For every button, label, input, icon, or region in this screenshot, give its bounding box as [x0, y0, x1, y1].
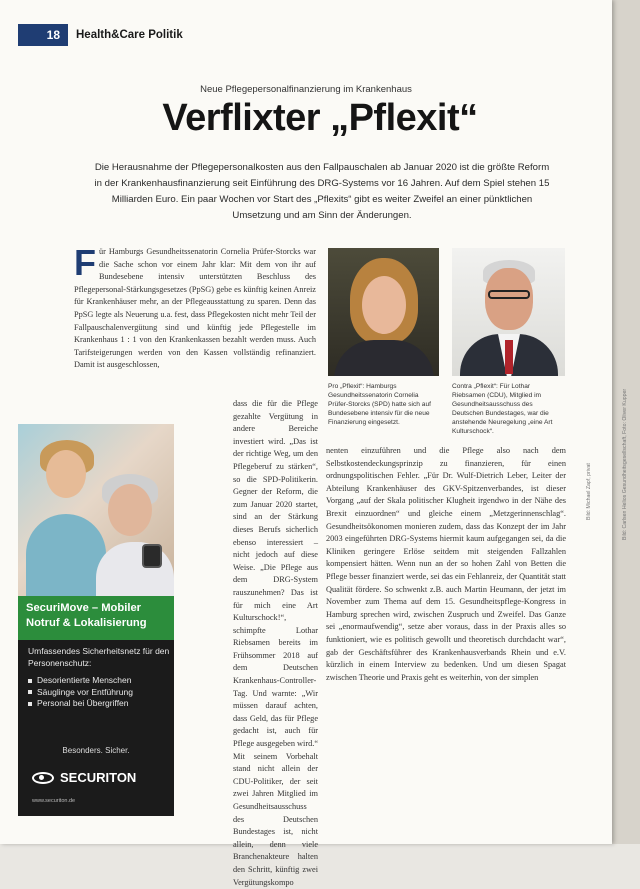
photo-credit-edge: Bild: Carlsen Helios Gesundheitsgesellschaft, Foto: Oliver Kupper	[622, 388, 628, 540]
page-header	[18, 24, 183, 46]
article-title: Verflixter „Pflexit“	[162, 97, 478, 139]
page-number: 18	[18, 24, 68, 46]
ad-body	[28, 646, 170, 710]
photo-credit: Bild: Michael Zapf, privat	[586, 463, 592, 520]
advertisement-securiton[interactable]	[18, 424, 174, 816]
body-column-1-top	[74, 242, 316, 372]
article-lead: Die Herausnahme der Pflegepersonalkosten aus den Fallpauschalen ab Januar 2020 ist die größte Reform in der Krankenhausfinanzierung seit Einführung des DRG-Systems vor 16 Jahren. Auf dem Spiel stehen 15 Milliarden Euro. Ein paar Wochen vor Start des „Pflexits“ gibt es weiter Zweifel an einer pünktlichen Umsetzung und am Sinn der Änderungen.	[94, 162, 550, 221]
article-kicker: Neue Pflegepersonalfinanzierung im Krankenhaus	[200, 84, 412, 95]
ad-bullet: Säuglinge vor Entführung	[28, 687, 170, 699]
ad-tagline: Besonders. Sicher.	[62, 746, 130, 755]
body-text-intro: ür Hamburgs Gesundheitssenatorin Cornelia Prüfer-Storcks war die Sache schon vor einem Jahr klar: Mit dem von ihr auf Bundesebene intensiv unterstützten Beschluss des Pflegepersonal-Stärkungsgesetzes (PpSG) gebe es künftig keinen Anreiz für Krankenhäuser mehr, an der Pflegeausstattung zu sparen. Denn das PpSG legte als Neuerung u.a. fest, dass Pflegekosten nicht mehr Teil der Fallpauschalenvergütung sind und künftig jede Pflegestelle im Krankenhaus 1 : 1 von den Krankenkassen bezahlt werden muss. Auch Tarifsteigerungen werden von den Kassen vollständig refinanziert. Damit ist ausgeschlossen,	[74, 247, 316, 370]
section-title: Health&Care Politik	[76, 29, 183, 41]
body-column-2: nenten einzuführen und die Pflege also nach dem Selbstkostendeckungsprinzip zu finanzieren, für einen ordnungspolitischen Fehler. „Für Dr. Wulf-Dietrich Leber, Leiter der Abteilung Krankenhäuser des GKV-Spitzenverbandes, ist dieser Vorgang „auf der Skala politischer Klugheit irgendwo in der Nähe des Brexit einzuordnen“ und gleiche einem „Metzgerinnenschlag“. Gesundheitsökonomen monieren zudem, dass das Konzept der im Jahr 2003 eingeführten DRG-Systems hiermit kaum aufgegangen sei, da die Kliniken geringere Erlöse seitdem mit steigenden Fallzahlen kompensiert hätten. Wenn nun an der so hohen Zahl von Betten die Pflege besser finanziert werde, sei das ein Fehlanreiz, der Quantität statt Qualität fördere. So schwenkt z.B. auch Martin Heumann, der jetzt im November zum Thema auf dem 15. Gesundheitspflege-Kongress in Hamburg sprechen wird, zwischen Zuspruch und Zweifel. Das Ganze sei „enormaufwendig“, setze aber voraus, dass in der Praxis alles so funktioniert, wie es politisch gewollt und theoretisch durchdacht war“, gab der Geschäftsführer des Krankenhausverbands Rhein und e.V. kürzlich in einem Interview zu bedenken. Und um diesen Spagat zwischen Theorie und Praxis geht es weiterhin, von der simplen	[326, 446, 566, 682]
portrait-riebsamen	[452, 248, 565, 376]
ad-bullet-list	[28, 675, 170, 710]
watch-device-icon	[142, 544, 162, 568]
ad-intro: Umfassendes Sicherheitsnetz für den Personenschutz:	[28, 646, 170, 668]
ad-bullet: Desorientierte Menschen	[28, 675, 170, 687]
body-column-1-narrow: dass die für die Pflege gezahlte Vergütung in andere Bereiche investiert wird. „Das ist der richtige Weg, um den Pflegeberuf zu stärken“, so die SPD-Politikerin. Gegner der Reform, die zum Januar 2020 startet, sind an der Stärkung dieses Berufs sicherlich ebenso interessiert – nicht jedoch auf diese Weise. „Die Pflege aus dem DRG-System rauszunehmen? Das ist für mich eine Art Kulturschock!“, schimpfte Lothar Riebsamen bereits im Frühsommer 2018 auf dem Deutschen Krankenhaus-Controller-Tag. Und warnte: „Wir müssen darauf achten, dass Geld, das für Pflege gedacht ist, auch für Pflege ausgegeben wird.“ Mit seinem Vorbehalt stand nicht allein der CDU-Politiker, der seit zwei Jahren Mitglied im Gesundheitsausschuss des Deutschen Bundestages ist, nicht allein, denn viele Branchenakteure halten den Schritt, künftig zwei Vergütungskompo	[233, 399, 319, 887]
ad-photo	[18, 424, 174, 596]
eye-icon	[32, 772, 54, 784]
ad-url: www.securiton.de	[32, 798, 76, 804]
ad-bullet: Personal bei Übergriffen	[28, 698, 170, 710]
ad-headline: SecuriMove – Mobiler Notruf & Lokalisierung	[18, 596, 174, 640]
photo-caption-right: Contra „Pflexit“: Für Lothar Riebsamen (CDU), Mitglied im Gesundheitsausschuss des Deutschen Bundestages, war die anstehende Neuregelung „eine Art Kulturschock“.	[452, 383, 553, 435]
securiton-logo	[32, 770, 136, 785]
portrait-prufer-storcks	[328, 248, 439, 376]
brand-name: SECURITON	[60, 770, 137, 785]
photo-caption-left: Pro „Pflexit“: Hamburgs Gesundheitssenatorin Cornelia Prüfer-Storcks (SPD) hatte sich auf Bundesebene intensiv für die neue Finanzierung eingesetzt.	[328, 383, 431, 426]
drop-cap: F	[74, 242, 96, 283]
